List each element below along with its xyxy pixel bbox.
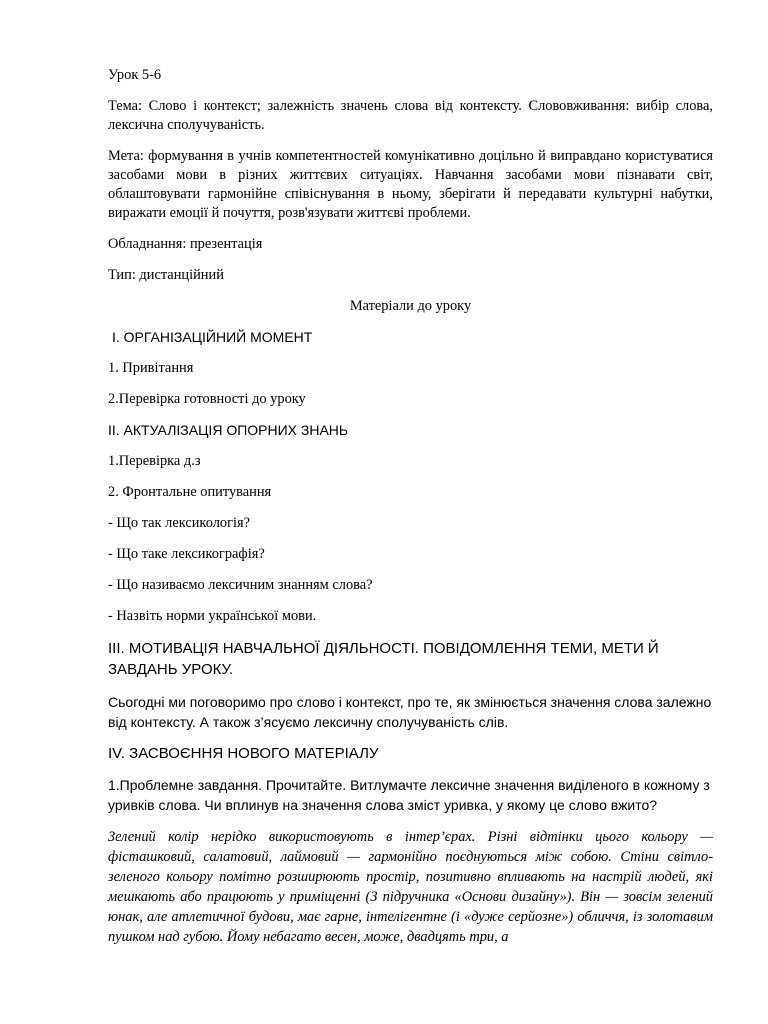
section-3-heading: III. МОТИВАЦІЯ НАВЧАЛЬНОЇ ДІЯЛЬНОСТІ. ПОВІДОМЛЕННЯ ТЕМИ, МЕТИ Й ЗАВДАНЬ УРОКУ. — [108, 640, 659, 678]
lesson-number: Урок 5-6 — [108, 67, 162, 83]
lesson-equipment: Обладнання: презентація — [108, 236, 263, 252]
section-1-heading: I. ОРГАНІЗАЦІЙНИЙ МОМЕНТ — [112, 329, 313, 345]
section-2-item: - Що так лексикологія? — [108, 515, 250, 531]
document-page — [108, 66, 713, 947]
section-2-item: 1.Перевірка д.з — [108, 453, 201, 469]
lesson-goal: Мета: формування в учнів компетентностей комунікативно доцільно й виправдано користуватися засобами мови в різних життєвих ситуаціях. Навчання засобами мови пізнавати світ, облаштовувати гармонійне співіснування в ньому, зберігати й передавати культурні набутки, виражати емоції й почуття, розв'язувати життєві проблеми. — [108, 148, 713, 221]
section-2-item: - Що називаємо лексичним знанням слова? — [108, 577, 373, 593]
section-2-item: - Що таке лексикографія? — [108, 546, 265, 562]
lesson-type: Тип: дистанційний — [108, 267, 224, 283]
section-2-heading: II. АКТУАЛІЗАЦІЯ ОПОРНИХ ЗНАНЬ — [108, 422, 349, 438]
section-4-excerpt: Зелений колір нерідко використовують в інтер’єрах. Різні відтінки цього кольору — фісташковий, салатовий, лаймовий — гармонійно поєднуються між собою. Стіни світло-зеленого кольору помітно розширюють простір, позитивно впливають на настрій людей, які мешкають або працюють у приміщенні (З підручника «Основи дизайну»). Він — зовсім зелений юнак, але атлетичної будови, має гарне, інтелігентне (і «дуже серйозне») обличчя, із золотавим пушком над губою. Йому небагато весен, може, двадцять три, а — [108, 829, 713, 945]
section-4-task: 1.Проблемне завдання. Прочитайте. Витлумачте лексичне значення виділеного в кожному з уривків слова. Чи вплинув на значення слова зміст уривка, у якому це слово вжито? — [108, 777, 710, 813]
section-2-item: - Назвіть норми української мови. — [108, 608, 317, 624]
materials-title: Матеріали до уроку — [349, 298, 472, 314]
lesson-topic: Тема: Слово і контекст; залежність значень слова від контексту. Слововживання: вибір слова, лексична сполучуваність. — [108, 98, 713, 133]
section-1-item: 1. Привітання — [108, 360, 194, 376]
section-2-item: 2. Фронтальне опитування — [108, 484, 272, 500]
section-4-heading: IV. ЗАСВОЄННЯ НОВОГО МАТЕРІАЛУ — [108, 745, 379, 762]
section-3-text: Сьогодні ми поговоримо про слово і контекст, про те, як змінюється значення слова залежно від контексту. А також з’ясуємо лексичну сполучуваність слів. — [108, 694, 712, 730]
section-1-item: 2.Перевірка готовності до уроку — [108, 391, 306, 407]
